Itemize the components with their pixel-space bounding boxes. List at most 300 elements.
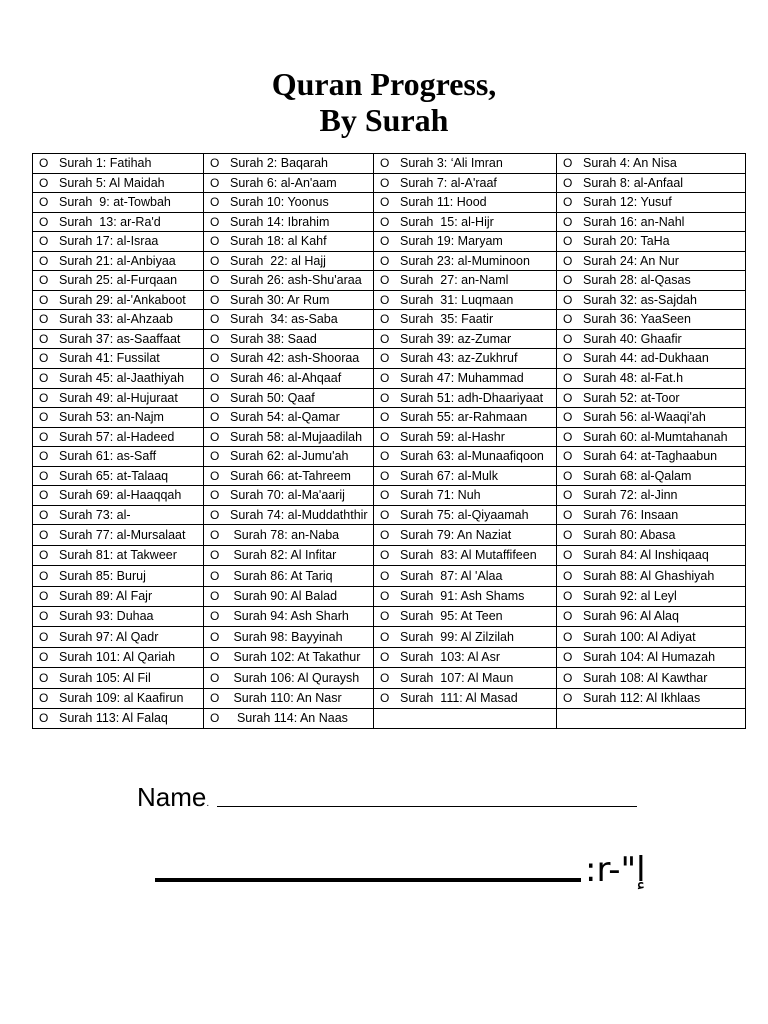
checkbox-circle-icon[interactable]: O <box>210 589 220 603</box>
checkbox-circle-icon[interactable]: O <box>563 449 573 464</box>
surah-label: Surah 23: al-Muminoon <box>400 253 530 268</box>
surah-cell[interactable] <box>374 290 557 310</box>
surah-label: Surah 94: Ash Sharh <box>230 609 349 624</box>
checkbox-circle-icon[interactable]: O <box>380 650 390 665</box>
surah-label: Surah 95: At Teen <box>400 609 503 624</box>
surah-label: Surah 33: al-Ahzaab <box>59 312 173 327</box>
checkbox-circle-icon[interactable]: O <box>563 507 573 522</box>
surah-cell[interactable] <box>204 329 374 349</box>
surah-label: Surah 100: Al Adiyat <box>583 629 696 644</box>
surah-label: Surah 91: Ash Shams <box>400 589 525 603</box>
surah-cell[interactable] <box>33 349 204 369</box>
surah-cell[interactable] <box>374 408 557 428</box>
checkbox-circle-icon[interactable]: O <box>39 488 49 503</box>
surah-cell[interactable] <box>374 586 557 606</box>
checkbox-circle-icon[interactable]: O <box>39 629 49 644</box>
surah-cell[interactable] <box>374 447 557 467</box>
checkbox-circle-icon[interactable]: O <box>563 390 573 405</box>
surah-cell[interactable] <box>557 329 746 349</box>
surah-label: Surah 110: An Nasr <box>230 690 342 705</box>
surah-cell <box>557 708 746 728</box>
checkbox-circle-icon[interactable]: O <box>210 312 220 327</box>
checkbox-circle-icon[interactable]: O <box>210 371 220 386</box>
checkbox-circle-icon[interactable]: O <box>563 568 573 583</box>
checkbox-circle-icon[interactable]: O <box>380 214 390 229</box>
surah-label: Surah 82: Al Infitar <box>230 548 337 563</box>
surah-cell[interactable] <box>557 647 746 667</box>
checkbox-circle-icon[interactable]: O <box>210 527 220 542</box>
checkbox-circle-icon[interactable]: O <box>39 331 49 346</box>
checkbox-circle-icon[interactable]: O <box>210 156 220 171</box>
page-title-line-2: By Surah <box>319 102 449 138</box>
surah-cell[interactable] <box>374 193 557 213</box>
surah-cell[interactable] <box>33 290 204 310</box>
surah-cell[interactable] <box>33 310 204 330</box>
table-row <box>33 708 746 728</box>
checkbox-circle-icon[interactable]: O <box>380 670 390 685</box>
checkbox-circle-icon[interactable]: O <box>210 650 220 665</box>
surah-cell[interactable] <box>33 329 204 349</box>
surah-label: Surah 74: al-Muddaththir <box>230 507 368 522</box>
surah-cell[interactable] <box>204 545 374 565</box>
checkbox-circle-icon[interactable]: O <box>563 410 573 425</box>
surah-cell[interactable] <box>374 251 557 271</box>
checkbox-circle-icon[interactable]: O <box>210 175 220 190</box>
surah-cell[interactable] <box>374 349 557 369</box>
checkbox-circle-icon[interactable]: O <box>210 410 220 425</box>
checkbox-circle-icon[interactable]: O <box>380 390 390 405</box>
checkbox-circle-icon[interactable]: O <box>380 488 390 503</box>
surah-cell[interactable] <box>374 329 557 349</box>
surah-label: Surah 81: at Takweer <box>59 548 177 563</box>
checkbox-circle-icon[interactable]: O <box>39 548 49 563</box>
surah-cell[interactable] <box>557 545 746 565</box>
surah-cell[interactable] <box>204 525 374 545</box>
checkbox-circle-icon[interactable]: O <box>380 312 390 327</box>
surah-cell[interactable] <box>204 447 374 467</box>
checkbox-circle-icon[interactable]: O <box>563 690 573 705</box>
surah-cell[interactable] <box>557 369 746 389</box>
surah-label: Surah 84: Al Inshiqaaq <box>583 548 709 563</box>
checkbox-circle-icon[interactable]: O <box>210 273 220 288</box>
surah-cell[interactable] <box>374 647 557 667</box>
surah-cell[interactable] <box>204 154 374 174</box>
surah-cell[interactable] <box>374 566 557 586</box>
surah-cell[interactable] <box>557 271 746 291</box>
surah-label: Surah 16: an-Nahl <box>583 214 685 229</box>
checkbox-circle-icon[interactable]: O <box>380 371 390 386</box>
surah-cell[interactable] <box>33 232 204 252</box>
surah-cell[interactable] <box>33 647 204 667</box>
checkbox-circle-icon[interactable]: O <box>380 351 390 366</box>
surah-label: Surah 85: Buruj <box>59 568 146 583</box>
surah-cell[interactable] <box>204 466 374 486</box>
checkbox-circle-icon[interactable]: O <box>563 609 573 624</box>
surah-label: Surah 26: ash-Shu'araa <box>230 273 362 288</box>
surah-cell[interactable] <box>374 388 557 408</box>
checkbox-circle-icon[interactable]: O <box>563 429 573 444</box>
surah-cell[interactable] <box>204 586 374 606</box>
surah-label: Surah 99: Al Zilzilah <box>400 629 514 644</box>
surah-cell[interactable] <box>374 427 557 447</box>
checkbox-circle-icon[interactable]: O <box>380 589 390 603</box>
checkbox-circle-icon[interactable]: O <box>39 468 49 483</box>
surah-label: Surah 101: Al Qariah <box>59 650 176 665</box>
checkbox-circle-icon[interactable]: O <box>563 253 573 268</box>
checkbox-circle-icon[interactable]: O <box>380 156 390 171</box>
surah-cell[interactable] <box>204 232 374 252</box>
surah-label: Surah 112: Al Ikhlaas <box>583 690 701 705</box>
checkbox-circle-icon[interactable]: O <box>210 449 220 464</box>
surah-cell[interactable] <box>33 193 204 213</box>
surah-cell[interactable] <box>204 647 374 667</box>
surah-label: Surah 17: al-Israa <box>59 234 159 249</box>
checkbox-circle-icon[interactable]: O <box>563 371 573 386</box>
surah-cell[interactable] <box>374 668 557 688</box>
surah-cell[interactable] <box>557 566 746 586</box>
table-row <box>33 486 746 506</box>
surah-cell[interactable] <box>33 668 204 688</box>
checkbox-circle-icon[interactable]: O <box>380 548 390 563</box>
surah-cell[interactable] <box>374 271 557 291</box>
surah-label: Surah 18: al Kahf <box>230 234 327 249</box>
surah-cell[interactable] <box>204 486 374 506</box>
surah-cell[interactable] <box>557 525 746 545</box>
page-title-line-1: Quran Progress, <box>271 66 497 102</box>
surah-cell[interactable] <box>374 545 557 565</box>
surah-cell[interactable] <box>557 606 746 626</box>
surah-cell[interactable] <box>204 388 374 408</box>
checkbox-circle-icon[interactable]: O <box>563 629 573 644</box>
surah-cell[interactable] <box>33 447 204 467</box>
surah-cell[interactable] <box>557 310 746 330</box>
surah-cell[interactable] <box>374 154 557 174</box>
surah-cell[interactable] <box>204 688 374 708</box>
surah-cell[interactable] <box>33 408 204 428</box>
surah-cell[interactable] <box>557 193 746 213</box>
surah-cell[interactable] <box>204 369 374 389</box>
checkbox-circle-icon[interactable]: O <box>210 488 220 503</box>
surah-cell[interactable] <box>33 251 204 271</box>
surah-label: Surah 77: al-Mursalaat <box>59 527 186 542</box>
surah-cell[interactable] <box>33 212 204 232</box>
checkbox-circle-icon[interactable]: O <box>210 214 220 229</box>
table-row <box>33 427 746 447</box>
checkbox-circle-icon[interactable]: O <box>210 711 220 726</box>
surah-cell[interactable] <box>204 627 374 647</box>
checkbox-circle-icon[interactable]: O <box>563 468 573 483</box>
checkbox-circle-icon[interactable]: O <box>39 589 49 603</box>
checkbox-circle-icon[interactable]: O <box>39 390 49 405</box>
surah-label: Surah 1: Fatihah <box>59 156 152 171</box>
surah-cell[interactable] <box>557 154 746 174</box>
surah-label: Surah 62: al-Jumu'ah <box>230 449 349 464</box>
checkbox-circle-icon[interactable]: O <box>210 609 220 624</box>
checkbox-circle-icon[interactable]: O <box>39 234 49 249</box>
checkbox-circle-icon[interactable]: O <box>210 234 220 249</box>
surah-cell[interactable] <box>33 586 204 606</box>
surah-cell[interactable] <box>557 290 746 310</box>
surah-label: Surah 79: An Naziat <box>400 527 512 542</box>
checkbox-circle-icon[interactable]: O <box>39 429 49 444</box>
surah-label: Surah 49: al-Hujuraat <box>59 390 178 405</box>
checkbox-circle-icon[interactable]: O <box>39 292 49 307</box>
surah-label: Surah 104: Al Humazah <box>583 650 716 665</box>
surah-cell[interactable] <box>557 388 746 408</box>
surah-label: Surah 60: al-Mumtahanah <box>583 429 728 444</box>
surah-cell[interactable] <box>374 173 557 193</box>
surah-cell[interactable] <box>557 668 746 688</box>
surah-label: Surah 7: al-A'raaf <box>400 175 497 190</box>
surah-cell[interactable] <box>374 505 557 525</box>
checkbox-circle-icon[interactable]: O <box>563 214 573 229</box>
checkbox-circle-icon[interactable]: O <box>210 468 220 483</box>
surah-label: Surah 57: al-Hadeed <box>59 429 175 444</box>
surah-label: Surah 88: Al Ghashiyah <box>583 568 715 583</box>
checkbox-circle-icon[interactable]: O <box>380 273 390 288</box>
checkbox-circle-icon[interactable]: O <box>39 507 49 522</box>
surah-cell[interactable] <box>33 154 204 174</box>
checkbox-circle-icon[interactable]: O <box>563 331 573 346</box>
surah-cell[interactable] <box>33 486 204 506</box>
checkbox-circle-icon[interactable]: O <box>210 548 220 563</box>
checkbox-circle-icon[interactable]: O <box>39 410 49 425</box>
surah-cell[interactable] <box>33 271 204 291</box>
checkbox-circle-icon[interactable]: O <box>39 690 49 705</box>
surah-label: Surah 35: Faatir <box>400 312 494 327</box>
surah-cell[interactable] <box>33 369 204 389</box>
surah-cell[interactable] <box>204 173 374 193</box>
table-row <box>33 668 746 688</box>
surah-label: Surah 31: Luqmaan <box>400 292 514 307</box>
surah-cell[interactable] <box>557 627 746 647</box>
surah-cell[interactable] <box>204 290 374 310</box>
surah-label: Surah 66: at-Tahreem <box>230 468 351 483</box>
surah-cell[interactable] <box>204 212 374 232</box>
checkbox-circle-icon[interactable]: O <box>563 312 573 327</box>
surah-cell[interactable] <box>557 232 746 252</box>
name-field[interactable] <box>137 782 647 813</box>
checkbox-circle-icon[interactable]: O <box>380 568 390 583</box>
surah-label: Surah 80: Abasa <box>583 527 676 542</box>
table-row <box>33 388 746 408</box>
checkbox-circle-icon[interactable]: O <box>210 629 220 644</box>
surah-cell[interactable] <box>204 408 374 428</box>
checkbox-circle-icon[interactable]: O <box>39 156 49 171</box>
checkbox-circle-icon[interactable]: O <box>39 351 49 366</box>
checkbox-circle-icon[interactable]: O <box>39 195 49 210</box>
checkbox-circle-icon[interactable]: O <box>39 527 49 542</box>
surah-label: Surah 106: Al Quraysh <box>230 670 360 685</box>
table-row <box>33 290 746 310</box>
surah-cell[interactable] <box>204 271 374 291</box>
surah-cell[interactable] <box>557 251 746 271</box>
checkbox-circle-icon[interactable]: O <box>563 234 573 249</box>
surah-cell[interactable] <box>374 688 557 708</box>
checkbox-circle-icon[interactable]: O <box>563 175 573 190</box>
surah-cell[interactable] <box>33 525 204 545</box>
surah-cell[interactable] <box>557 447 746 467</box>
table-row <box>33 154 746 174</box>
checkbox-circle-icon[interactable]: O <box>563 650 573 665</box>
surah-label: Surah 63: al-Munaafiqoon <box>400 449 544 464</box>
surah-cell[interactable] <box>374 627 557 647</box>
surah-label: Surah 78: an-Naba <box>230 527 340 542</box>
surah-cell[interactable] <box>204 427 374 447</box>
surah-label: Surah 96: Al Alaq <box>583 609 679 624</box>
checkbox-circle-icon[interactable]: O <box>563 195 573 210</box>
checkbox-circle-icon[interactable]: O <box>210 331 220 346</box>
surah-cell[interactable] <box>557 486 746 506</box>
checkbox-circle-icon[interactable]: O <box>380 449 390 464</box>
surah-cell[interactable] <box>557 586 746 606</box>
surah-cell[interactable] <box>374 466 557 486</box>
checkbox-circle-icon[interactable]: O <box>380 331 390 346</box>
surah-label: Surah 48: al-Fat.h <box>583 371 684 386</box>
surah-cell[interactable] <box>33 427 204 447</box>
surah-cell[interactable] <box>33 566 204 586</box>
surah-cell[interactable] <box>557 349 746 369</box>
surah-cell[interactable] <box>557 427 746 447</box>
surah-cell[interactable] <box>204 606 374 626</box>
checkbox-circle-icon[interactable]: O <box>563 351 573 366</box>
checkbox-circle-icon[interactable]: O <box>39 312 49 327</box>
checkbox-circle-icon[interactable]: O <box>380 507 390 522</box>
surah-label: Surah 15: al-Hijr <box>400 214 494 229</box>
checkbox-circle-icon[interactable]: O <box>563 273 573 288</box>
surah-cell[interactable] <box>33 505 204 525</box>
checkbox-circle-icon[interactable]: O <box>380 429 390 444</box>
name-underline <box>217 806 637 807</box>
checkbox-circle-icon[interactable]: O <box>39 650 49 665</box>
checkbox-circle-icon[interactable]: O <box>39 371 49 386</box>
surah-cell[interactable] <box>374 232 557 252</box>
checkbox-circle-icon[interactable]: O <box>39 449 49 464</box>
surah-label: Surah 4: An Nisa <box>583 156 677 171</box>
surah-cell[interactable] <box>204 668 374 688</box>
surah-cell[interactable] <box>33 173 204 193</box>
checkbox-circle-icon[interactable]: O <box>39 253 49 268</box>
checkbox-circle-icon[interactable]: O <box>210 690 220 705</box>
checkbox-circle-icon[interactable]: O <box>563 670 573 685</box>
surah-label: Surah 89: Al Fajr <box>59 589 153 603</box>
checkbox-circle-icon[interactable]: O <box>39 711 49 726</box>
checkbox-circle-icon[interactable]: O <box>210 253 220 268</box>
checkbox-circle-icon[interactable]: O <box>380 410 390 425</box>
surah-cell[interactable] <box>204 310 374 330</box>
checkbox-circle-icon[interactable]: O <box>210 568 220 583</box>
checkbox-circle-icon[interactable]: O <box>380 690 390 705</box>
surah-cell[interactable] <box>374 369 557 389</box>
checkbox-circle-icon[interactable]: O <box>39 273 49 288</box>
surah-cell[interactable] <box>557 505 746 525</box>
surah-cell[interactable] <box>374 310 557 330</box>
surah-label: Surah 53: an-Najm <box>59 410 164 425</box>
table-row <box>33 545 746 565</box>
checkbox-circle-icon[interactable]: O <box>380 292 390 307</box>
surah-cell[interactable] <box>204 193 374 213</box>
surah-label: Surah 56: al-Waaqi'ah <box>583 410 706 425</box>
checkbox-circle-icon[interactable]: O <box>210 351 220 366</box>
surah-cell[interactable] <box>557 173 746 193</box>
surah-cell[interactable] <box>204 708 374 728</box>
surah-cell[interactable] <box>33 688 204 708</box>
surah-cell[interactable] <box>557 212 746 232</box>
checkbox-circle-icon[interactable]: O <box>380 629 390 644</box>
surah-cell[interactable] <box>33 708 204 728</box>
surah-label: Surah 75: al-Qiyaamah <box>400 507 529 522</box>
surah-label: Surah 13: ar-Ra'd <box>59 214 161 229</box>
checkbox-circle-icon[interactable]: O <box>380 195 390 210</box>
checkbox-circle-icon[interactable]: O <box>563 292 573 307</box>
checkbox-circle-icon[interactable]: O <box>563 589 573 603</box>
surah-cell[interactable] <box>374 212 557 232</box>
checkbox-circle-icon[interactable]: O <box>563 156 573 171</box>
surah-cell[interactable] <box>374 525 557 545</box>
surah-cell[interactable] <box>557 466 746 486</box>
checkbox-circle-icon[interactable]: O <box>39 609 49 624</box>
surah-label: Surah 71: Nuh <box>400 488 481 503</box>
surah-label: Surah 28: al-Qasas <box>583 273 691 288</box>
surah-label: Surah 103: Al Asr <box>400 650 501 665</box>
surah-cell[interactable] <box>33 545 204 565</box>
checkbox-circle-icon[interactable]: O <box>380 175 390 190</box>
checkbox-circle-icon[interactable]: O <box>563 488 573 503</box>
surah-label: Surah 92: al Leyl <box>583 589 677 603</box>
surah-cell[interactable] <box>557 688 746 708</box>
checkbox-circle-icon[interactable]: O <box>380 527 390 542</box>
checkbox-circle-icon[interactable]: O <box>380 234 390 249</box>
checkbox-circle-icon[interactable]: O <box>380 468 390 483</box>
checkbox-circle-icon[interactable]: O <box>380 253 390 268</box>
checkbox-circle-icon[interactable]: O <box>563 548 573 563</box>
checkbox-circle-icon[interactable]: O <box>39 670 49 685</box>
surah-cell[interactable] <box>374 486 557 506</box>
surah-cell[interactable] <box>204 349 374 369</box>
surah-cell[interactable] <box>374 606 557 626</box>
signature-glyphs: :r-"إ <box>585 850 646 890</box>
table-row <box>33 251 746 271</box>
surah-cell[interactable] <box>204 566 374 586</box>
table-row <box>33 586 746 606</box>
checkbox-circle-icon[interactable]: O <box>380 609 390 624</box>
surah-label: Surah 45: al-Jaathiyah <box>59 371 185 386</box>
surah-label: Surah 24: An Nur <box>583 253 679 268</box>
surah-label: Surah 12: Yusuf <box>583 195 672 210</box>
checkbox-circle-icon[interactable]: O <box>39 568 49 583</box>
surah-cell[interactable] <box>33 466 204 486</box>
checkbox-circle-icon[interactable]: O <box>210 507 220 522</box>
checkbox-circle-icon[interactable]: O <box>39 214 49 229</box>
checkbox-circle-icon[interactable]: O <box>210 390 220 405</box>
surah-cell[interactable] <box>204 505 374 525</box>
checkbox-circle-icon[interactable]: O <box>210 292 220 307</box>
surah-cell[interactable] <box>557 408 746 428</box>
checkbox-circle-icon[interactable]: O <box>210 195 220 210</box>
surah-cell[interactable] <box>33 627 204 647</box>
surah-cell[interactable] <box>33 606 204 626</box>
checkbox-circle-icon[interactable]: O <box>210 670 220 685</box>
checkbox-circle-icon[interactable]: O <box>210 429 220 444</box>
surah-progress-table <box>32 153 746 729</box>
surah-cell[interactable] <box>33 388 204 408</box>
checkbox-circle-icon[interactable]: O <box>39 175 49 190</box>
surah-label: Surah 51: adh-Dhaariyaat <box>400 390 544 405</box>
surah-cell[interactable] <box>204 251 374 271</box>
checkbox-circle-icon[interactable]: O <box>563 527 573 542</box>
table-row <box>33 627 746 647</box>
surah-label: Surah 76: Insaan <box>583 507 679 522</box>
